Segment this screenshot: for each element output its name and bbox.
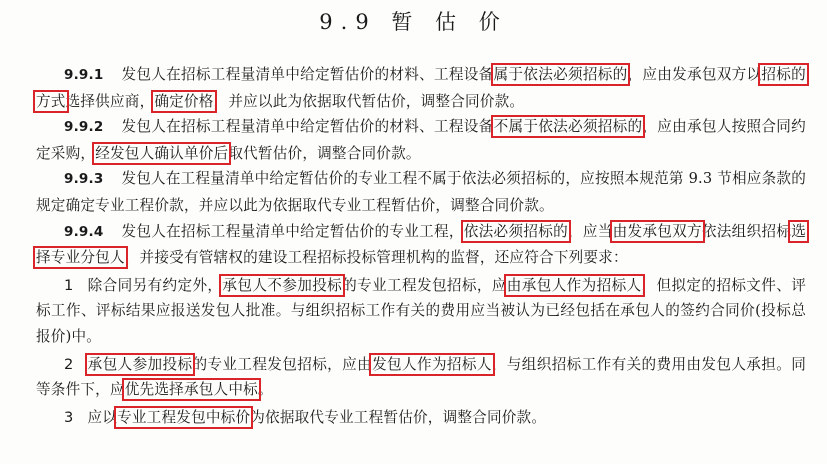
clause-text: 发包人在招标工程量清单中给定暂估价的材料、工程设备: [121, 118, 494, 136]
clause-9-9-2: [36, 114, 806, 166]
highlight-box: 依法必须招标的: [463, 222, 568, 240]
highlight-box: 属于依法必须招标的: [493, 66, 628, 83]
clause-text: 选择供应商，: [65, 92, 155, 110]
highlight-box: 确定价格: [154, 92, 214, 110]
clause-9-9-1: [36, 62, 806, 114]
document-body: [36, 62, 806, 430]
sub-item-2: [36, 352, 806, 403]
clause-text: 为依据取代专业工程暂估价，调整合同价款。: [250, 408, 547, 426]
sub-item-1: [36, 273, 806, 350]
clause-text: 应以: [87, 408, 118, 426]
sub-item-number: 1: [64, 276, 74, 294]
clause-text: 依法组织招标: [701, 222, 792, 240]
clause-text: 发包人在招标工程量清单中给定暂估价的专业工程，: [121, 222, 464, 240]
clause-text: ，应当: [567, 222, 613, 240]
sub-item-3: [36, 405, 806, 431]
clause-text: ，与组织招标工作有关的费用由发包人承担。同等条件下，应: [36, 355, 806, 399]
clause-text: 发包人在工程量清单中给定暂估价的专业工程不属于依法必须招标的，应按照本规范第 9.3 节相应条款的规定确定专业工程价款，并应以此为依据取代专业工程暂估价，调整合同价款。: [36, 170, 806, 214]
clause-text: 除合同另有约定外，: [87, 276, 223, 294]
clause-number: 9.9.3: [64, 171, 104, 188]
highlight-box: 招标的方式: [36, 66, 806, 110]
clause-text: 的专业工程发包招标，应: [342, 276, 507, 294]
highlight-box: 不属于依法必须招标的: [493, 118, 643, 136]
highlight-box: 承包人不参加投标: [222, 276, 343, 294]
clause-text: 。: [257, 381, 273, 399]
clause-number: 9.9.4: [64, 223, 104, 240]
clause-text: ，并接受有管辖权的建设工程招标投标管理机构的监督，还应符合下列要求：: [124, 249, 628, 267]
highlight-box: 由承包人作为招标人: [506, 276, 642, 294]
highlight-box: 承包人参加投标: [87, 355, 193, 373]
sub-item-number: 2: [64, 355, 74, 373]
sub-item-number: 3: [64, 408, 74, 426]
clause-number: 9.9.1: [64, 67, 104, 83]
clause-text: ，应由发承包双方以: [627, 66, 762, 83]
clause-number: 9.9.2: [64, 119, 104, 136]
highlight-box: 发包人作为招标人: [372, 355, 492, 373]
clause-text: 发包人在招标工程量清单中给定暂估价的材料、工程设备: [121, 66, 494, 83]
clause-9-9-4: [36, 219, 806, 271]
highlight-box: 经发包人确认单价后: [95, 144, 229, 162]
highlight-box: 优先选择承包人中标: [124, 381, 258, 399]
clause-9-9-3: [36, 166, 806, 218]
highlight-box: 选择专业分包人: [36, 222, 807, 267]
clause-text: ，应由承包人按照合同约定采购，: [36, 118, 806, 162]
clause-text: 取代暂估价，调整合同价款。: [228, 144, 421, 162]
clause-text: ，并应以此为依据取代暂估价，调整合同价款。: [213, 92, 525, 110]
highlight-box: 由发承包双方: [612, 222, 702, 240]
section-title: 9.9 暂 估 价: [319, 10, 508, 34]
highlight-box: 专业工程发包中标价: [117, 408, 251, 426]
clause-text: ，但拟定的招标文件、评标工作、评标结果应报送发包人批准。与组织招标工作有关的费用应当被认为已经包括在承包人的签约合同价(投标总报价)中。: [36, 276, 806, 345]
clause-text: 的专业工程发包招标，应由: [192, 355, 373, 373]
